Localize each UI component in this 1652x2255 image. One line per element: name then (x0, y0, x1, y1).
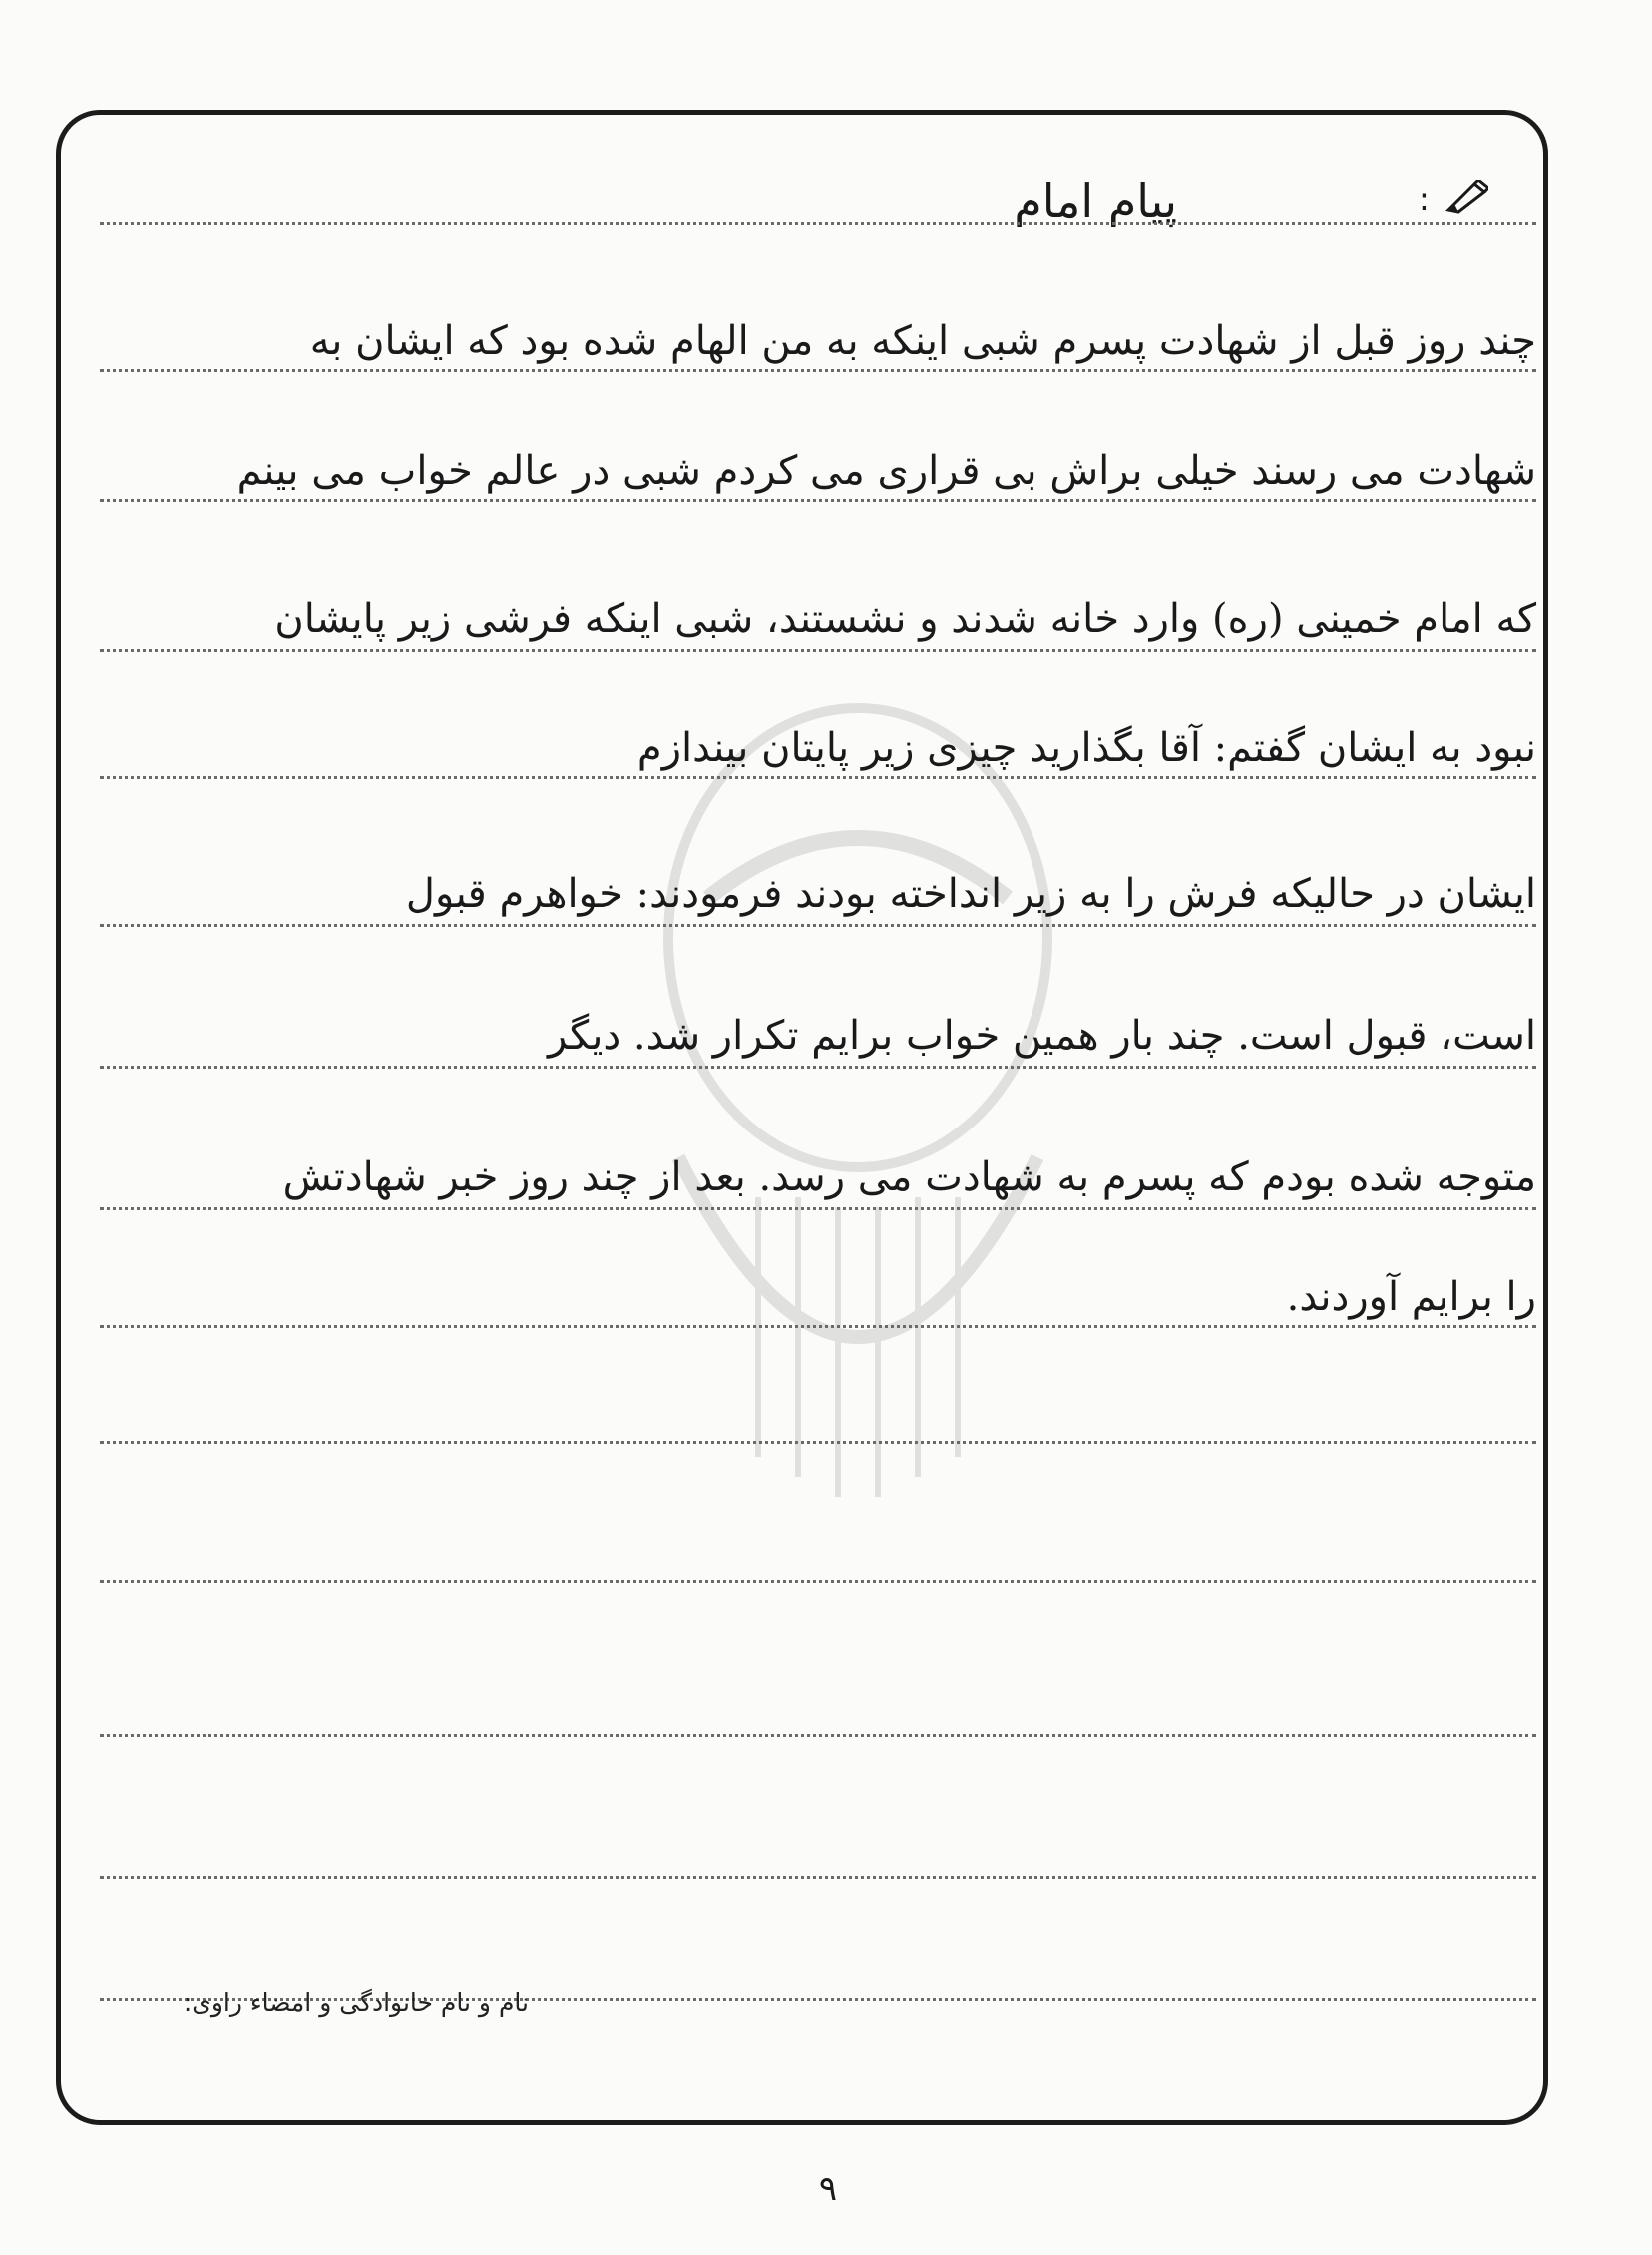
ruled-line (100, 1876, 1536, 1879)
ruled-line (100, 776, 1536, 779)
handwritten-line: است، قبول است. چند بار همین خواب برایم تکرار شد. دیگر (548, 1013, 1536, 1059)
narrator-signature-label: نام و نام خانوادگی و امضاء راوی: (183, 1988, 529, 2017)
ruled-line (100, 649, 1536, 652)
page-number: ۹ (818, 2169, 838, 2209)
ruled-line (100, 369, 1536, 372)
ruled-line (100, 1580, 1536, 1583)
page-title: پیام امام (1014, 174, 1177, 227)
title-colon: : (1419, 180, 1430, 218)
ruled-line (100, 1734, 1536, 1737)
handwritten-line: چند روز قبل از شهادت پسرم شبی اینکه به من الهام شده بود که ایشان به (309, 318, 1536, 364)
handwritten-line: که امام خمینی (ره) وارد خانه شدند و نشستند، شبی اینکه فرشی زیر پایشان (274, 596, 1536, 642)
handwritten-line: متوجه شده بودم که پسرم به شهادت می رسد. بعد از چند روز خبر شهادتش (282, 1154, 1536, 1200)
ruled-line (100, 924, 1536, 927)
handwritten-line: را برایم آوردند. (1286, 1274, 1536, 1320)
handwritten-line: ایشان در حالیکه فرش را به زیر انداخته بودند فرمودند: خواهرم قبول (405, 871, 1536, 917)
ruled-line (100, 222, 1536, 225)
ruled-line (100, 1207, 1536, 1210)
ruled-line (100, 499, 1536, 502)
handwritten-line: شهادت می رسند خیلی براش بی قراری می کردم شبی در عالم خواب می بینم (236, 448, 1536, 494)
ruled-line (100, 1441, 1536, 1444)
pen-icon (1445, 180, 1488, 214)
handwritten-line: نبود به ایشان گفتم: آقا بگذارید چیزی زیر پایتان بیندازم (636, 725, 1536, 771)
ruled-line (100, 1066, 1536, 1069)
ruled-line (100, 1325, 1536, 1328)
